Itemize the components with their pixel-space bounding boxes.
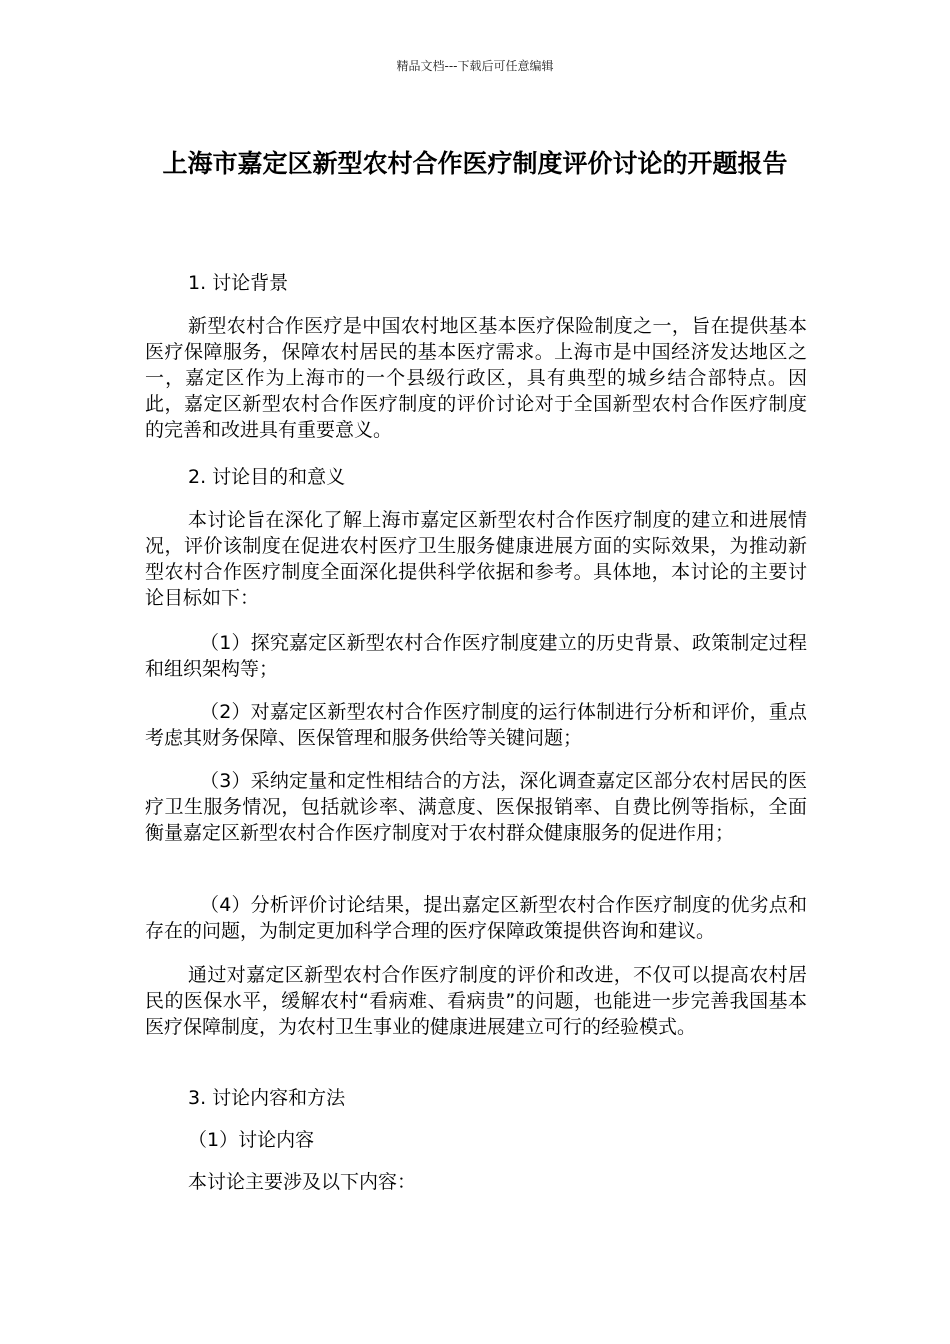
- list-item-objective-2: （2）对嘉定区新型农村合作医疗制度的运行体制进行分析和评价，重点考虑其财务保障、医保管理和服务供给等关键问题；: [145, 701, 807, 749]
- document-title: 上海市嘉定区新型农村合作医疗制度评价讨论的开题报告: [162, 149, 788, 178]
- list-item-objective-3: （3）采纳定量和定性相结合的方法，深化调查嘉定区部分农村居民的医疗卫生服务情况，包括就诊率、满意度、医保报销率、自费比例等指标，全面衡量嘉定区新型农村合作医疗制度对于农村群众健康服务的促进作用；: [145, 770, 807, 844]
- list-item-objective-1: （1）探究嘉定区新型农村合作医疗制度建立的历史背景、政策制定过程和组织架构等；: [145, 632, 807, 680]
- paragraph-background: 新型农村合作医疗是中国农村地区基本医疗保险制度之一，旨在提供基本医疗保障服务，保障农村居民的基本医疗需求。上海市是中国经济发达地区之一，嘉定区作为上海市的一个县级行政区，具有典型的城乡结合部特点。因此，嘉定区新型农村合作医疗制度的评价讨论对于全国新型农村合作医疗制度的完善和改进具有重要意义。: [145, 315, 807, 441]
- list-item-objective-4: （4）分析评价讨论结果，提出嘉定区新型农村合作医疗制度的优劣点和存在的问题，为制定更加科学合理的医疗保障政策提供咨询和建议。: [145, 894, 807, 942]
- paragraph-significance: 通过对嘉定区新型农村合作医疗制度的评价和改进，不仅可以提高农村居民的医保水平，缓解农村“看病难、看病贵”的问题，也能进一步完善我国基本医疗保障制度，为农村卫生事业的健康进展建立可行的经验模式。: [145, 964, 807, 1038]
- section-heading-content-method: 3. 讨论内容和方法: [188, 1087, 346, 1109]
- subsection-heading-content: （1）讨论内容: [188, 1129, 315, 1151]
- paragraph-purpose: 本讨论旨在深化了解上海市嘉定区新型农村合作医疗制度的建立和进展情况，评价该制度在促进农村医疗卫生服务健康进展方面的实际效果，为推动新型农村合作医疗制度全面深化提供科学依据和参考。具体地，本讨论的主要讨论目标如下：: [145, 509, 807, 609]
- section-heading-background: 1. 讨论背景: [188, 272, 289, 294]
- paragraph-content-intro: 本讨论主要涉及以下内容：: [188, 1171, 417, 1193]
- page-header-note: 精品文档---下载后可任意编辑: [396, 59, 554, 73]
- section-heading-purpose: 2. 讨论目的和意义: [188, 466, 346, 488]
